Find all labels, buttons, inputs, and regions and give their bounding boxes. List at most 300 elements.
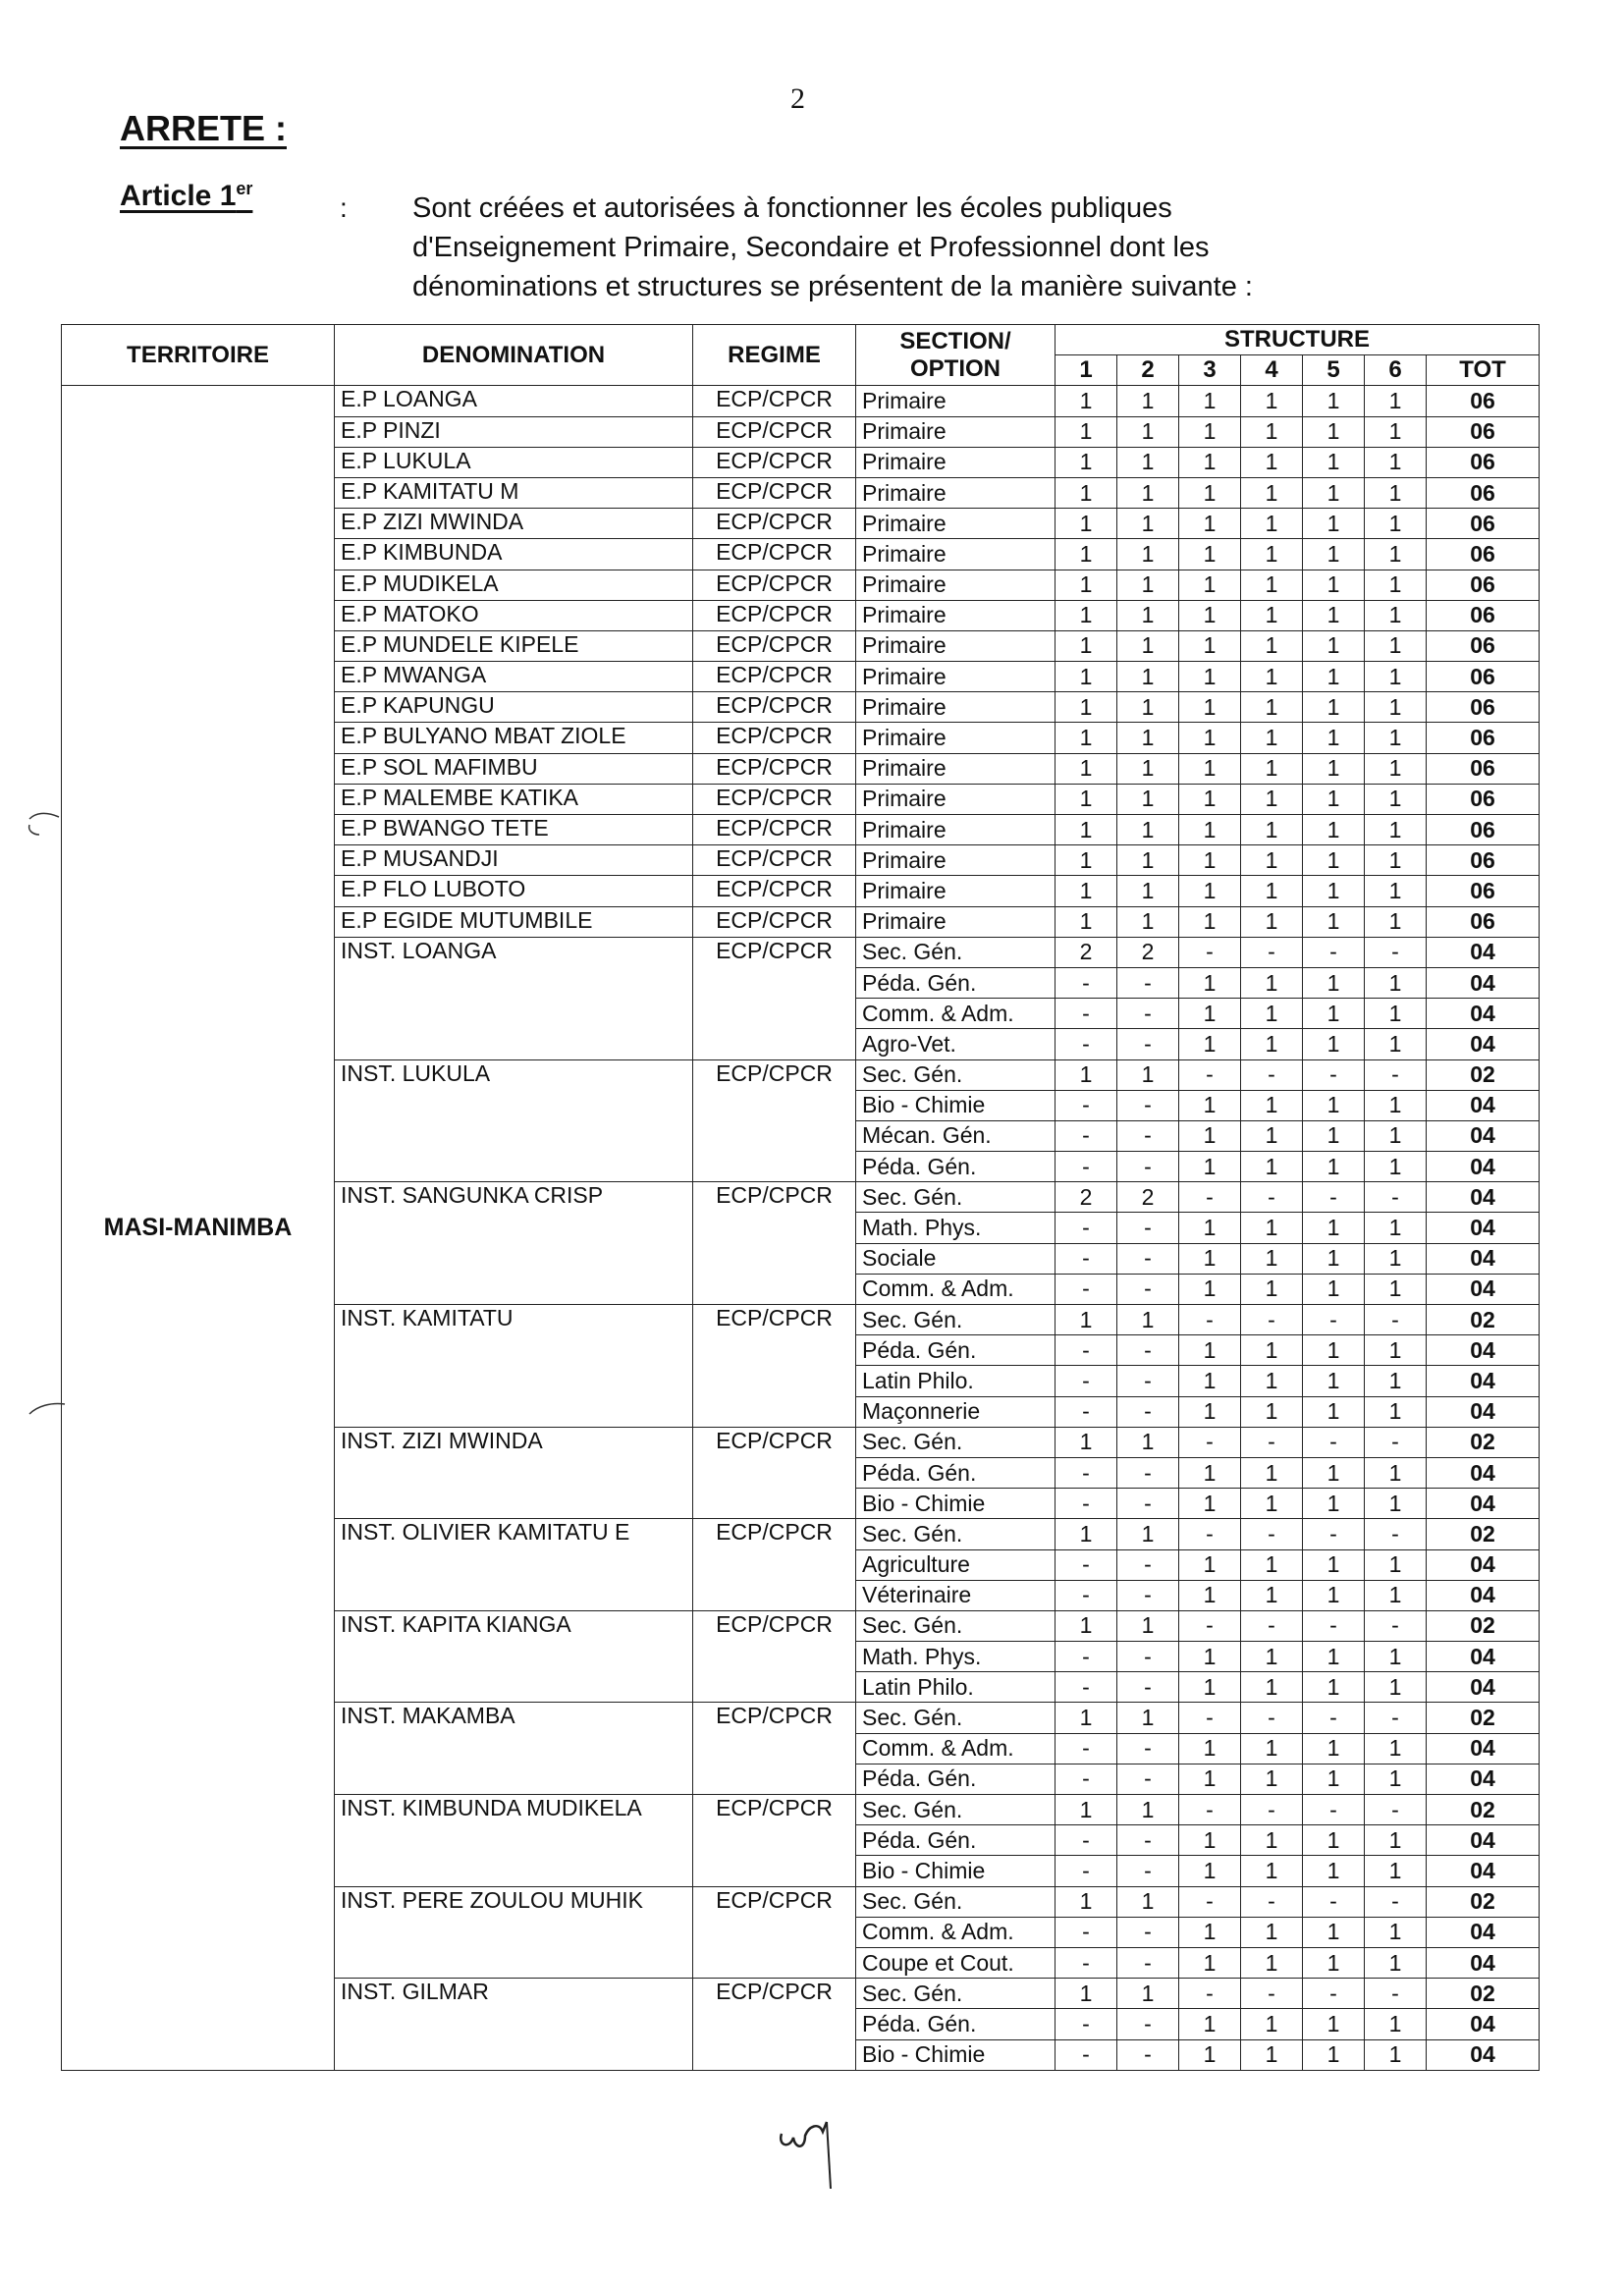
class-count-cell: 1 <box>1241 416 1303 447</box>
total-cell: 04 <box>1427 2039 1540 2070</box>
total-cell: 06 <box>1427 539 1540 570</box>
regime-cell: ECP/CPCR <box>693 1519 856 1611</box>
regime-cell: ECP/CPCR <box>693 1427 856 1519</box>
class-count-cell: 1 <box>1056 416 1117 447</box>
total-cell: 06 <box>1427 784 1540 814</box>
class-count-cell: 1 <box>1056 784 1117 814</box>
class-count-cell: 1 <box>1056 386 1117 416</box>
margin-punch-mark <box>16 795 65 854</box>
class-count-cell: 1 <box>1303 509 1365 539</box>
class-count-cell: 1 <box>1179 477 1241 508</box>
class-count-cell: 1 <box>1117 1427 1179 1457</box>
school-name-cell: E.P MUSANDJI <box>335 845 693 876</box>
regime-cell: ECP/CPCR <box>693 1305 856 1428</box>
header-class: 6 <box>1365 355 1427 386</box>
total-cell: 04 <box>1427 1213 1540 1243</box>
regime-cell: ECP/CPCR <box>693 600 856 630</box>
class-count-cell: 2 <box>1117 1182 1179 1213</box>
class-count-cell: - <box>1117 1029 1179 1059</box>
section-option-cell: Sec. Gén. <box>856 1182 1056 1213</box>
article-line: dénominations et structures se présentent de la manière suivante : <box>412 271 1253 302</box>
class-count-cell: 1 <box>1056 1059 1117 1090</box>
class-count-cell: 1 <box>1056 509 1117 539</box>
school-name-cell: E.P KAPUNGU <box>335 692 693 723</box>
class-count-cell: 1 <box>1303 1917 1365 1947</box>
class-count-cell: - <box>1117 1549 1179 1580</box>
class-count-cell: - <box>1056 2009 1117 2039</box>
class-count-cell: 1 <box>1056 1886 1117 1917</box>
class-count-cell: - <box>1365 1703 1427 1733</box>
header-denomination: DENOMINATION <box>335 325 693 386</box>
article-text <box>412 189 1394 306</box>
class-count-cell: - <box>1117 1672 1179 1703</box>
class-count-cell: 1 <box>1365 539 1427 570</box>
class-count-cell: 1 <box>1303 906 1365 937</box>
total-cell: 04 <box>1427 1182 1540 1213</box>
class-count-cell: 1 <box>1303 692 1365 723</box>
class-count-cell: - <box>1117 1090 1179 1120</box>
class-count-cell: 1 <box>1241 723 1303 753</box>
class-count-cell: 1 <box>1365 1549 1427 1580</box>
total-cell: 04 <box>1427 1549 1540 1580</box>
class-count-cell: 1 <box>1179 447 1241 477</box>
class-count-cell: 1 <box>1241 845 1303 876</box>
class-count-cell: 1 <box>1241 662 1303 692</box>
class-count-cell: 1 <box>1365 386 1427 416</box>
total-cell: 02 <box>1427 1886 1540 1917</box>
class-count-cell: 1 <box>1365 1580 1427 1610</box>
total-cell: 02 <box>1427 1610 1540 1641</box>
table-row <box>62 386 1540 416</box>
class-count-cell: 1 <box>1241 386 1303 416</box>
school-name-cell: E.P MATOKO <box>335 600 693 630</box>
class-count-cell: - <box>1117 1733 1179 1764</box>
class-count-cell: 1 <box>1179 876 1241 906</box>
class-count-cell: 1 <box>1179 784 1241 814</box>
class-count-cell: 1 <box>1365 1764 1427 1794</box>
header-total: TOT <box>1427 355 1540 386</box>
regime-cell: ECP/CPCR <box>693 937 856 1059</box>
regime-cell: ECP/CPCR <box>693 1059 856 1182</box>
school-name-cell: INST. LUKULA <box>335 1059 693 1182</box>
regime-cell: ECP/CPCR <box>693 815 856 845</box>
class-count-cell: 1 <box>1303 815 1365 845</box>
section-option-cell: Comm. & Adm. <box>856 999 1056 1029</box>
class-count-cell: 1 <box>1241 630 1303 661</box>
class-count-cell: - <box>1117 1825 1179 1856</box>
article-line: d'Enseignement Primaire, Secondaire et Professionnel dont les <box>412 232 1210 263</box>
section-option-cell: Sec. Gén. <box>856 1979 1056 2009</box>
class-count-cell: 1 <box>1365 1274 1427 1304</box>
class-count-cell: 1 <box>1303 1274 1365 1304</box>
class-count-cell: - <box>1117 1396 1179 1427</box>
regime-cell: ECP/CPCR <box>693 539 856 570</box>
class-count-cell: 1 <box>1117 477 1179 508</box>
class-count-cell: - <box>1365 1795 1427 1825</box>
total-cell: 04 <box>1427 1090 1540 1120</box>
class-count-cell: 1 <box>1179 416 1241 447</box>
class-count-cell: 1 <box>1303 477 1365 508</box>
class-count-cell: 1 <box>1241 1642 1303 1672</box>
class-count-cell: 1 <box>1179 906 1241 937</box>
total-cell: 06 <box>1427 509 1540 539</box>
regime-cell: ECP/CPCR <box>693 784 856 814</box>
school-name-cell: E.P KAMITATU M <box>335 477 693 508</box>
section-option-cell: Primaire <box>856 906 1056 937</box>
class-count-cell: 1 <box>1365 1366 1427 1396</box>
total-cell: 04 <box>1427 1672 1540 1703</box>
regime-cell: ECP/CPCR <box>693 1703 856 1795</box>
class-count-cell: 1 <box>1241 447 1303 477</box>
regime-cell: ECP/CPCR <box>693 845 856 876</box>
class-count-cell: 1 <box>1241 509 1303 539</box>
section-option-cell: Sec. Gén. <box>856 1795 1056 1825</box>
school-name-cell: INST. GILMAR <box>335 1979 693 2071</box>
school-name-cell: E.P EGIDE MUTUMBILE <box>335 906 693 937</box>
class-count-cell: - <box>1056 1152 1117 1182</box>
class-count-cell: 1 <box>1117 630 1179 661</box>
class-count-cell: 1 <box>1303 1243 1365 1274</box>
class-count-cell: 1 <box>1365 1642 1427 1672</box>
class-count-cell: 1 <box>1117 1979 1179 2009</box>
class-count-cell: 1 <box>1179 570 1241 600</box>
class-count-cell: - <box>1117 1152 1179 1182</box>
class-count-cell: 1 <box>1056 723 1117 753</box>
class-count-cell: 1 <box>1056 876 1117 906</box>
class-count-cell: 1 <box>1365 1090 1427 1120</box>
regime-cell: ECP/CPCR <box>693 1610 856 1703</box>
class-count-cell: - <box>1056 1947 1117 1978</box>
class-count-cell: - <box>1117 1489 1179 1519</box>
schools-table <box>61 324 1540 2071</box>
regime-cell: ECP/CPCR <box>693 509 856 539</box>
class-count-cell: - <box>1117 1642 1179 1672</box>
class-count-cell: 1 <box>1241 1090 1303 1120</box>
class-count-cell: - <box>1056 1764 1117 1794</box>
school-name-cell: E.P ZIZI MWINDA <box>335 509 693 539</box>
section-option-cell: Maçonnerie <box>856 1396 1056 1427</box>
class-count-cell: 1 <box>1365 876 1427 906</box>
regime-cell: ECP/CPCR <box>693 1886 856 1979</box>
class-count-cell: - <box>1117 1274 1179 1304</box>
section-option-cell: Primaire <box>856 662 1056 692</box>
total-cell: 04 <box>1427 2009 1540 2039</box>
class-count-cell: - <box>1303 1886 1365 1917</box>
class-count-cell: 1 <box>1056 662 1117 692</box>
class-count-cell: 1 <box>1241 2009 1303 2039</box>
class-count-cell: 1 <box>1179 1642 1241 1672</box>
class-count-cell: 1 <box>1303 845 1365 876</box>
class-count-cell: - <box>1365 1979 1427 2009</box>
school-name-cell: E.P MWANGA <box>335 662 693 692</box>
school-name-cell: E.P MALEMBE KATIKA <box>335 784 693 814</box>
class-count-cell: 1 <box>1179 753 1241 784</box>
school-name-cell: E.P LUKULA <box>335 447 693 477</box>
class-count-cell: - <box>1365 1427 1427 1457</box>
class-count-cell: 1 <box>1241 570 1303 600</box>
total-cell: 06 <box>1427 692 1540 723</box>
class-count-cell: 1 <box>1241 784 1303 814</box>
class-count-cell: - <box>1179 1795 1241 1825</box>
class-count-cell: 1 <box>1365 570 1427 600</box>
class-count-cell: - <box>1056 1825 1117 1856</box>
section-option-cell: Bio - Chimie <box>856 1090 1056 1120</box>
class-count-cell: 1 <box>1365 509 1427 539</box>
class-count-cell: - <box>1241 1427 1303 1457</box>
class-count-cell: 1 <box>1241 1120 1303 1151</box>
class-count-cell: 1 <box>1056 630 1117 661</box>
total-cell: 04 <box>1427 967 1540 998</box>
class-count-cell: - <box>1056 999 1117 1029</box>
class-count-cell: 1 <box>1117 509 1179 539</box>
class-count-cell: 1 <box>1303 1029 1365 1059</box>
class-count-cell: 1 <box>1303 1733 1365 1764</box>
class-count-cell: 1 <box>1365 1917 1427 1947</box>
class-count-cell: 1 <box>1365 784 1427 814</box>
class-count-cell: - <box>1365 1059 1427 1090</box>
class-count-cell: 2 <box>1117 937 1179 967</box>
section-option-cell: Mécan. Gén. <box>856 1120 1056 1151</box>
class-count-cell: 1 <box>1365 477 1427 508</box>
class-count-cell: 1 <box>1365 1029 1427 1059</box>
regime-cell: ECP/CPCR <box>693 662 856 692</box>
class-count-cell: 1 <box>1365 906 1427 937</box>
regime-cell: ECP/CPCR <box>693 1979 856 2071</box>
total-cell: 06 <box>1427 570 1540 600</box>
class-count-cell: - <box>1117 1856 1179 1886</box>
class-count-cell: - <box>1365 1610 1427 1641</box>
class-count-cell: 1 <box>1179 1917 1241 1947</box>
class-count-cell: 1 <box>1179 999 1241 1029</box>
class-count-cell: - <box>1179 1059 1241 1090</box>
section-option-cell: Primaire <box>856 600 1056 630</box>
class-count-cell: 1 <box>1303 1152 1365 1182</box>
class-count-cell: 1 <box>1241 1764 1303 1794</box>
class-count-cell: - <box>1056 1549 1117 1580</box>
class-count-cell: 1 <box>1365 692 1427 723</box>
class-count-cell: 1 <box>1303 1947 1365 1978</box>
section-option-cell: Primaire <box>856 692 1056 723</box>
class-count-cell: - <box>1241 937 1303 967</box>
class-count-cell: 1 <box>1117 1703 1179 1733</box>
class-count-cell: 1 <box>1117 815 1179 845</box>
class-count-cell: - <box>1056 1213 1117 1243</box>
class-count-cell: 1 <box>1365 999 1427 1029</box>
total-cell: 06 <box>1427 815 1540 845</box>
class-count-cell: 1 <box>1365 1213 1427 1243</box>
class-count-cell: 1 <box>1365 1489 1427 1519</box>
school-name-cell: INST. KAMITATU <box>335 1305 693 1428</box>
class-count-cell: 1 <box>1117 447 1179 477</box>
class-count-cell: 1 <box>1365 1243 1427 1274</box>
total-cell: 02 <box>1427 1059 1540 1090</box>
section-option-cell: Comm. & Adm. <box>856 1733 1056 1764</box>
class-count-cell: 1 <box>1365 845 1427 876</box>
section-option-cell: Sec. Gén. <box>856 1519 1056 1549</box>
article-colon: : <box>340 192 348 223</box>
class-count-cell: 1 <box>1179 692 1241 723</box>
class-count-cell: - <box>1179 1979 1241 2009</box>
class-count-cell: 1 <box>1179 967 1241 998</box>
total-cell: 04 <box>1427 1856 1540 1886</box>
section-option-cell: Primaire <box>856 784 1056 814</box>
class-count-cell: - <box>1117 1457 1179 1488</box>
class-count-cell: - <box>1179 1305 1241 1335</box>
section-option-cell: Péda. Gén. <box>856 1457 1056 1488</box>
school-name-cell: E.P MUDIKELA <box>335 570 693 600</box>
class-count-cell: - <box>1117 999 1179 1029</box>
class-count-cell: - <box>1056 1642 1117 1672</box>
class-count-cell: 1 <box>1117 906 1179 937</box>
class-count-cell: 1 <box>1117 784 1179 814</box>
total-cell: 04 <box>1427 1366 1540 1396</box>
school-name-cell: E.P PINZI <box>335 416 693 447</box>
section-option-cell: Bio - Chimie <box>856 1489 1056 1519</box>
class-count-cell: - <box>1056 967 1117 998</box>
class-count-cell: 1 <box>1241 1396 1303 1427</box>
section-option-cell: Bio - Chimie <box>856 2039 1056 2070</box>
class-count-cell: 1 <box>1303 1489 1365 1519</box>
class-count-cell: 1 <box>1365 2009 1427 2039</box>
class-count-cell: 1 <box>1056 845 1117 876</box>
class-count-cell: 1 <box>1365 416 1427 447</box>
regime-cell: ECP/CPCR <box>693 1795 856 1887</box>
decree-heading <box>120 108 287 149</box>
class-count-cell: 1 <box>1303 1549 1365 1580</box>
total-cell: 04 <box>1427 1457 1540 1488</box>
header-class: 1 <box>1056 355 1117 386</box>
class-count-cell: - <box>1303 1979 1365 2009</box>
class-count-cell: - <box>1365 1886 1427 1917</box>
total-cell: 04 <box>1427 1489 1540 1519</box>
class-count-cell: - <box>1117 1580 1179 1610</box>
class-count-cell: 1 <box>1056 815 1117 845</box>
class-count-cell: 2 <box>1056 1182 1117 1213</box>
section-option-cell: Primaire <box>856 570 1056 600</box>
class-count-cell: 1 <box>1241 477 1303 508</box>
class-count-cell: 1 <box>1179 1090 1241 1120</box>
class-count-cell: 1 <box>1303 1335 1365 1366</box>
school-name-cell: INST. SANGUNKA CRISP <box>335 1182 693 1305</box>
class-count-cell: - <box>1056 1090 1117 1120</box>
class-count-cell: 1 <box>1179 509 1241 539</box>
class-count-cell: 1 <box>1241 999 1303 1029</box>
class-count-cell: 1 <box>1365 1335 1427 1366</box>
school-name-cell: E.P FLO LUBOTO <box>335 876 693 906</box>
class-count-cell: 1 <box>1303 784 1365 814</box>
decree-heading-text: ARRETE : <box>120 108 287 148</box>
total-cell: 04 <box>1427 1764 1540 1794</box>
section-option-cell: Agro-Vet. <box>856 1029 1056 1059</box>
class-count-cell: 1 <box>1241 1213 1303 1243</box>
class-count-cell: 1 <box>1179 1335 1241 1366</box>
class-count-cell: - <box>1056 1457 1117 1488</box>
section-option-cell: Sec. Gén. <box>856 1610 1056 1641</box>
class-count-cell: 1 <box>1179 1580 1241 1610</box>
class-count-cell: 1 <box>1365 1825 1427 1856</box>
total-cell: 02 <box>1427 1305 1540 1335</box>
class-count-cell: 1 <box>1241 1825 1303 1856</box>
section-option-cell: Véterinaire <box>856 1580 1056 1610</box>
class-count-cell: - <box>1365 1305 1427 1335</box>
class-count-cell: 1 <box>1303 723 1365 753</box>
regime-cell: ECP/CPCR <box>693 386 856 416</box>
class-count-cell: 1 <box>1365 662 1427 692</box>
total-cell: 04 <box>1427 1947 1540 1978</box>
section-option-cell: Primaire <box>856 386 1056 416</box>
class-count-cell: 1 <box>1117 1519 1179 1549</box>
class-count-cell: 1 <box>1117 600 1179 630</box>
section-option-cell: Sec. Gén. <box>856 937 1056 967</box>
section-option-cell: Sec. Gén. <box>856 1305 1056 1335</box>
class-count-cell: 1 <box>1179 1274 1241 1304</box>
header-regime: REGIME <box>693 325 856 386</box>
regime-cell: ECP/CPCR <box>693 723 856 753</box>
class-count-cell: 1 <box>1179 2009 1241 2039</box>
class-count-cell: 1 <box>1241 539 1303 570</box>
class-count-cell: 1 <box>1179 1489 1241 1519</box>
class-count-cell: 1 <box>1303 1580 1365 1610</box>
class-count-cell: 1 <box>1179 845 1241 876</box>
class-count-cell: - <box>1117 1213 1179 1243</box>
section-option-cell: Péda. Gén. <box>856 967 1056 998</box>
regime-cell: ECP/CPCR <box>693 447 856 477</box>
class-count-cell: - <box>1241 1886 1303 1917</box>
class-count-cell: 1 <box>1056 447 1117 477</box>
header-structure: STRUCTURE <box>1056 325 1540 355</box>
section-option-cell: Primaire <box>856 753 1056 784</box>
class-count-cell: 1 <box>1179 1120 1241 1151</box>
class-count-cell: 1 <box>1303 1366 1365 1396</box>
school-name-cell: INST. KAPITA KIANGA <box>335 1610 693 1703</box>
total-cell: 04 <box>1427 1733 1540 1764</box>
class-count-cell: 1 <box>1365 1672 1427 1703</box>
class-count-cell: 1 <box>1179 1152 1241 1182</box>
total-cell: 04 <box>1427 999 1540 1029</box>
class-count-cell: - <box>1179 937 1241 967</box>
class-count-cell: 1 <box>1056 753 1117 784</box>
class-count-cell: 1 <box>1303 447 1365 477</box>
class-count-cell: - <box>1056 1335 1117 1366</box>
total-cell: 06 <box>1427 723 1540 753</box>
section-option-cell: Péda. Gén. <box>856 1825 1056 1856</box>
class-count-cell: - <box>1303 1703 1365 1733</box>
class-count-cell: 1 <box>1365 1457 1427 1488</box>
section-option-cell: Sec. Gén. <box>856 1886 1056 1917</box>
class-count-cell: - <box>1241 1305 1303 1335</box>
class-count-cell: 1 <box>1241 1549 1303 1580</box>
class-count-cell: 1 <box>1056 1305 1117 1335</box>
territoire-cell: MASI-MANIMBA <box>62 386 335 2070</box>
class-count-cell: 2 <box>1056 937 1117 967</box>
class-count-cell: 1 <box>1056 1427 1117 1457</box>
class-count-cell: 1 <box>1365 753 1427 784</box>
article-label <box>120 179 252 213</box>
class-count-cell: - <box>1303 1059 1365 1090</box>
regime-cell: ECP/CPCR <box>693 630 856 661</box>
section-option-cell: Sociale <box>856 1243 1056 1274</box>
class-count-cell: - <box>1303 1305 1365 1335</box>
class-count-cell: - <box>1117 1947 1179 1978</box>
class-count-cell: 1 <box>1056 477 1117 508</box>
table-header <box>62 325 1540 386</box>
school-name-cell: INST. ZIZI MWINDA <box>335 1427 693 1519</box>
regime-cell: ECP/CPCR <box>693 477 856 508</box>
class-count-cell: 1 <box>1303 1642 1365 1672</box>
class-count-cell: 1 <box>1303 1672 1365 1703</box>
class-count-cell: 1 <box>1179 1672 1241 1703</box>
section-option-cell: Sec. Gén. <box>856 1703 1056 1733</box>
